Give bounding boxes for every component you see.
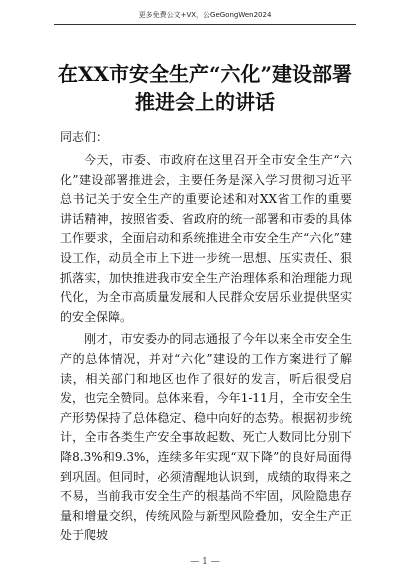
document-body bbox=[60, 128, 352, 546]
document-title: 在XX市安全生产“六化”建设部署推进会上的讲话 bbox=[57, 62, 353, 114]
paragraph-1: 今天，市委、市政府在这里召开全市安全生产“六化”建设部署推进会，主要任务是深入学习贯彻习近平总书记关于安全生产的重要论述和对XX省工作的重要讲话精神，按照省委、省政府的统一部署和市委的具体工作要求，全面启动和系统推进全市安全生产“六化”建设工作，动员全市上下进一步统一思想、压实责任、狠抓落实，加快推进我市安全生产治理体系和治理能力现代化，为全市高质量发展和人民群众安居乐业提供坚实的安全保障。 bbox=[60, 153, 352, 324]
page-header bbox=[0, 0, 410, 28]
paragraph-2: 刚才，市安委办的同志通报了今年以来全市安全生产的总体情况，并对“六化”建设的工作方案进行了解读，相关部门和地区也作了很好的发言，听后很受启发，也完全赞同。总体来看，今年1-11月，全市安全生产形势保持了总体稳定、稳中向好的态势。根据初步统计，全市各类生产安全事故起数、死亡人数同比分别下降8.3%和9.3%，连续多年实现“双下降”的良好局面得到巩固。但同时，必须清醒地认识到，成绩的取得来之不易，当前我市安全生产的根基尚不牢固，风险隐患存量和增量交织，传统风险与新型风险叠加，安全生产正处于爬坡 bbox=[60, 332, 352, 543]
page-number: — 1 — bbox=[190, 557, 220, 567]
header-text: 更多免费公文+VX，公GeGongWen2024 bbox=[138, 11, 272, 19]
salutation: 同志们： bbox=[60, 130, 109, 144]
header-rule bbox=[54, 24, 356, 25]
